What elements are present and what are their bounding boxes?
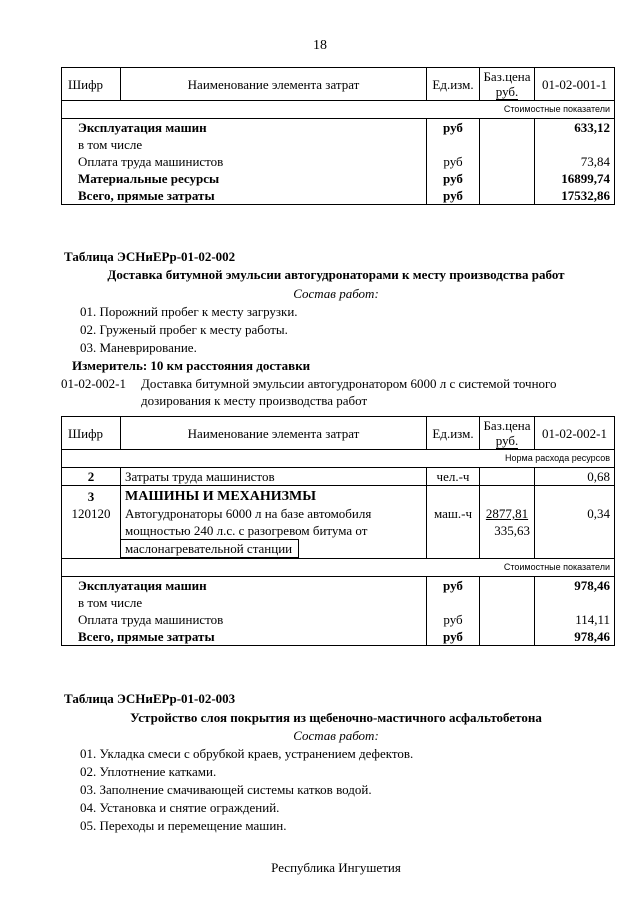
table-row: Эксплуатация машин руб 633,12 [62, 119, 615, 137]
header-unit: Ед.изм. [427, 68, 480, 101]
table-row: 3 МАШИНЫ И МЕХАНИЗМЫ [62, 486, 615, 506]
page-footer: Республика Ингушетия [271, 860, 401, 875]
header-unit: Ед.изм. [427, 417, 480, 450]
work-item: 02. Груженый пробег к месту работы. [80, 322, 288, 337]
header-code: Шифр [62, 68, 121, 101]
work-item: 03. Заполнение смачивающей системы катков водой. [80, 782, 372, 797]
table-row: Оплата труда машинистов руб 114,11 [62, 611, 615, 628]
work-item: 04. Установка и снятие ограждений. [80, 800, 280, 815]
work-item: 01. Порожний пробег к месту загрузки. [80, 304, 298, 319]
table-row: Всего, прямые затраты руб 17532,86 [62, 187, 615, 205]
cost-table-01-02-001 [61, 67, 615, 205]
header-rate-code: 01-02-002-1 [535, 417, 615, 450]
section-row: Стоимостные показатели [62, 101, 615, 119]
header-base-price: Баз.цена руб. [480, 417, 535, 450]
work-item: 03. Маневрирование. [80, 340, 197, 355]
meter: Измеритель: 10 км расстояния доставки [72, 358, 311, 373]
composition-label: Состав работ: [293, 286, 379, 301]
table-row: 120120 Автогудронаторы 6000 л на базе автомобиля мощностью 240 л.с. с разогревом битума от маслонагревательной станции маш.-ч 2877,81 335,63 0,34 [62, 505, 615, 559]
section-row: Стоимостные показатели [62, 559, 615, 577]
table-title: Таблица ЭСНиЕРр-01-02-002 [64, 249, 236, 264]
table-row: в том числе [62, 136, 615, 153]
table-row: Оплата труда машинистов руб 73,84 [62, 153, 615, 170]
header-code: Шифр [62, 417, 121, 450]
variant-description: Доставка битумной эмульсии автогудронатором 6000 л с системой точного дозирования к месту производства работ [141, 376, 557, 408]
work-item: 02. Уплотнение катками. [80, 764, 217, 779]
table-header-row [62, 68, 615, 101]
table-subtitle: Устройство слоя покрытия из щебеночно-мастичного асфальтобетона [130, 710, 542, 725]
table-header-row [62, 417, 615, 450]
table-row: Всего, прямые затраты руб 978,46 [62, 628, 615, 646]
header-name: Наименование элемента затрат [121, 417, 427, 450]
page-number: 18 [313, 38, 327, 53]
header-base-price: Баз.цена руб. [480, 68, 535, 101]
section-row: Норма расхода ресурсов [62, 450, 615, 468]
table-row: Эксплуатация машин руб 978,46 [62, 577, 615, 595]
table-row: в том числе [62, 594, 615, 611]
table-title: Таблица ЭСНиЕРр-01-02-003 [64, 691, 236, 706]
composition-label: Состав работ: [293, 728, 379, 743]
table-row: 2 Затраты труда машинистов чел.-ч 0,68 [62, 468, 615, 486]
table-subtitle: Доставка битумной эмульсии автогудронаторами к месту производства работ [107, 267, 565, 282]
header-name: Наименование элемента затрат [121, 68, 427, 101]
work-item: 01. Укладка смеси с обрубкой краев, устранением дефектов. [80, 746, 414, 761]
work-item: 05. Переходы и перемещение машин. [80, 818, 287, 833]
cost-table-01-02-002 [61, 416, 615, 646]
table-row: Материальные ресурсы руб 16899,74 [62, 170, 615, 187]
variant-code: 01-02-002-1 [61, 376, 126, 391]
header-rate-code: 01-02-001-1 [535, 68, 615, 101]
machine-description: Автогудронаторы 6000 л на базе автомобиля мощностью 240 л.с. с разогревом битума от маслонагревательной станции [121, 505, 427, 559]
